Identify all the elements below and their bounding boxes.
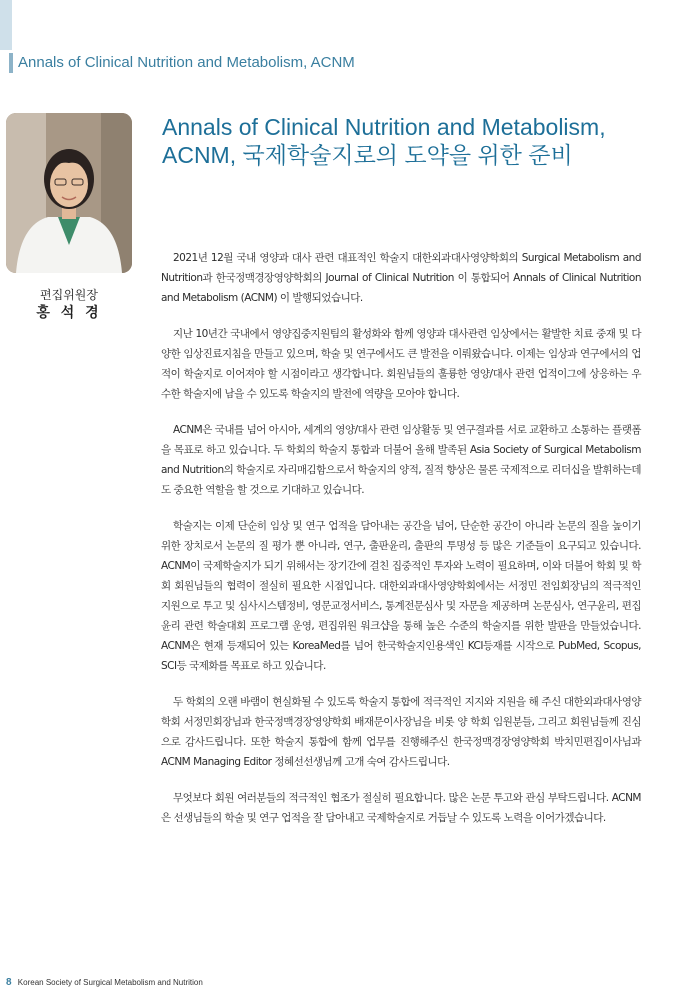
- author-photo: [6, 113, 132, 273]
- journal-header-title: Annals of Clinical Nutrition and Metabolism, ACNM: [18, 54, 355, 71]
- body-paragraph: 무엇보다 회원 여러분들의 적극적인 협조가 절실히 필요합니다. 많은 논문 투고와 관심 부탁드립니다. ACNM은 선생님들의 학술 및 연구 업적을 잘 담아내고 국제학술지로 거듭날 수 있도록 노력을 이어가겠습니다.: [161, 792, 641, 824]
- body-paragraph: 2021년 12월 국내 영양과 대사 관련 대표적인 학술지 대한외과대사영양학회의 Surgical Metabolism and Nutrition과 한국정맥경장영양학회의 Journal of Clinical Nutrition 이 통합되어 Annals of Clinical Nutrition and Metabolism (ACNM) 이 발행되었습니다.: [161, 252, 641, 304]
- author-name: 홍 석 경: [36, 305, 102, 321]
- author-role: 편집위원장: [40, 288, 98, 302]
- body-paragraph: 지난 10년간 국내에서 영양집중지원팀의 활성화와 함께 영양과 대사관련 임상에서는 활발한 치료 중재 및 다양한 임상진료지침을 만들고 있으며, 학술 및 연구에서도 큰 발전을 이뤄왔습니다. 이제는 임상과 연구에서의 업적이 학술지로 이어져야 할 시점이라고 생각합니다. 회원님들의 훌륭한 영양/대사 관련 업적이그에 상응하는 우수한 학술지에 남을 수 있도록 학술지의 발전에 역량을 모아야 합니다.: [161, 328, 641, 400]
- top-accent-bar: [0, 0, 12, 50]
- page-footer: [6, 977, 203, 988]
- author-portrait-icon: [6, 113, 132, 273]
- footer-society-name: Korean Society of Surgical Metabolism and Nutrition: [17, 978, 203, 987]
- body-paragraph: ACNM은 국내를 넘어 아시아, 세계의 영양/대사 관련 임상활동 및 연구결과를 서로 교환하고 소통하는 플랫폼을 목표로 하고 있습니다. 두 학회의 학술지 통합과 더불어 올해 발족된 Asia Society of Surgical Metabolism and Nutrition의 학술지로 자리매김함으로서 학술지의 양적, 질적 향상은 물론 국제적으로 리더십을 발휘하는데도 중요한 역할을 할 것으로 기대하고 있습니다.: [161, 424, 641, 496]
- body-paragraph: 두 학회의 오랜 바램이 현실화될 수 있도록 학술지 통합에 적극적인 지지와 지원을 해 주신 대한외과대사영양학회 서정민회장님과 한국정맥경장영양학회 배재문이사장님을 비롯 양 학회 임원분들, 그리고 회원님들께 진심으로 감사드립니다. 또한 학술지 통합에 함께 업무를 진행해주신 한국정맥경장영양학회 박치민편집이사님과 ACNM Managing Editor 정혜선선생님께 고개 숙여 감사드립니다.: [161, 696, 641, 768]
- page-number: 8: [6, 977, 12, 988]
- article-title-line-2: ACNM, 국제학술지로의 도약을 위한 준비: [162, 142, 573, 168]
- article-title: [162, 113, 662, 169]
- article-body: [161, 248, 641, 844]
- body-paragraph: 학술지는 이제 단순히 임상 및 연구 업적을 담아내는 공간을 넘어, 단순한 공간이 아니라 논문의 질을 높이기 위한 장치로서 논문의 질 평가 뿐 아니라, 연구, 출판윤리, 출판의 투명성 등 많은 기준들이 요구되고 있습니다. ACNM이 국제학술지가 되기 위해서는 장기간에 걸친 집중적인 투자와 노력이 필요하며, 이와 더불어 학회 및 학회 회원님들의 협력이 절실히 필요한 시점입니다. 대한외과대사영양학회에서는 서정민 전임회장님의 적극적인 지원으로 투고 및 심사시스템정비, 영문교정서비스, 통계전문심사 및 자문을 제공하며 논문심사, 연구윤리, 편집윤리 관련 학술대회 프로그램 운영, 편집위원 워크샵을 통해 높은 수준의 학술지를 위한 발판을 만들었습니다. ACNM은 현재 등재되어 있는 KoreaMed를 넘어 한국학술지인용색인 KCI등재를 시작으로 PubMed, Scopus, SCI등 국제화를 목표로 하고 있습니다.: [161, 520, 641, 672]
- article-title-line-1: Annals of Clinical Nutrition and Metabolism,: [162, 114, 606, 140]
- header-marker: [9, 53, 13, 73]
